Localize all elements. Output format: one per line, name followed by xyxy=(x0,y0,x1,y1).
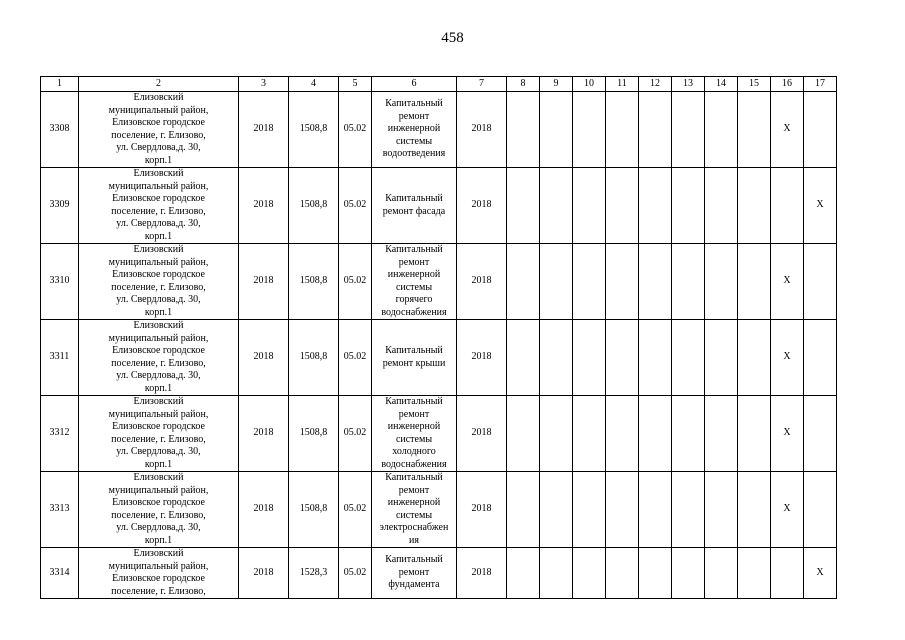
work-type-cell: Капитальный ремонт инженерной системы электроснабжен ия xyxy=(372,472,457,548)
work-type-cell: Капитальный ремонт крыши xyxy=(372,320,457,396)
planned-year-cell: 2018 xyxy=(457,548,507,599)
mark-cell-col-12 xyxy=(639,396,672,472)
mark-cell-col-12 xyxy=(639,548,672,599)
year-built-cell: 2018 xyxy=(239,168,289,244)
year-built-cell: 2018 xyxy=(239,548,289,599)
area-cell: 1508,8 xyxy=(289,472,339,548)
mark-cell-col-16: X xyxy=(771,320,804,396)
table-row xyxy=(41,320,837,396)
mark-cell-col-17 xyxy=(804,320,837,396)
mark-cell-col-16: X xyxy=(771,244,804,320)
mark-cell-col-10 xyxy=(573,320,606,396)
planned-year-cell: 2018 xyxy=(457,244,507,320)
column-header-11: 11 xyxy=(606,77,639,92)
mark-cell-col-13 xyxy=(672,168,705,244)
mark-cell-col-16 xyxy=(771,168,804,244)
mark-cell-col-14 xyxy=(705,168,738,244)
mark-cell-col-12 xyxy=(639,320,672,396)
mark-cell-col-15 xyxy=(738,244,771,320)
column-header-15: 15 xyxy=(738,77,771,92)
column-header-10: 10 xyxy=(573,77,606,92)
row-id-cell: 3313 xyxy=(41,472,79,548)
column-header-6: 6 xyxy=(372,77,457,92)
column-header-5: 5 xyxy=(339,77,372,92)
column-header-12: 12 xyxy=(639,77,672,92)
mark-cell-col-10 xyxy=(573,548,606,599)
mark-cell-col-8 xyxy=(507,244,540,320)
address-cell: Елизовский муниципальный район, Елизовское городское поселение, г. Елизово, ул. Свердлова,д. 30, корп.1 xyxy=(79,244,239,320)
mark-cell-col-11 xyxy=(606,168,639,244)
mark-cell-col-17: X xyxy=(804,548,837,599)
planned-year-cell: 2018 xyxy=(457,472,507,548)
row-id-cell: 3309 xyxy=(41,168,79,244)
table-row xyxy=(41,244,837,320)
area-cell: 1508,8 xyxy=(289,244,339,320)
mark-cell-col-9 xyxy=(540,320,573,396)
mark-cell-col-14 xyxy=(705,320,738,396)
mark-cell-col-13 xyxy=(672,548,705,599)
column-header-13: 13 xyxy=(672,77,705,92)
mark-cell-col-13 xyxy=(672,472,705,548)
planned-year-cell: 2018 xyxy=(457,320,507,396)
mark-cell-col-9 xyxy=(540,92,573,168)
mark-cell-col-10 xyxy=(573,168,606,244)
page-number: 458 xyxy=(441,30,464,46)
column-header-2: 2 xyxy=(79,77,239,92)
mark-cell-col-16: X xyxy=(771,396,804,472)
mark-cell-col-13 xyxy=(672,320,705,396)
mark-cell-col-15 xyxy=(738,168,771,244)
code-cell: 05.02 xyxy=(339,320,372,396)
year-built-cell: 2018 xyxy=(239,92,289,168)
address-cell: Елизовский муниципальный район, Елизовское городское поселение, г. Елизово, ул. Свердлова,д. 30, корп.1 xyxy=(79,92,239,168)
mark-cell-col-14 xyxy=(705,92,738,168)
mark-cell-col-17 xyxy=(804,92,837,168)
mark-cell-col-10 xyxy=(573,244,606,320)
year-built-cell: 2018 xyxy=(239,320,289,396)
mark-cell-col-13 xyxy=(672,92,705,168)
area-cell: 1508,8 xyxy=(289,92,339,168)
column-header-7: 7 xyxy=(457,77,507,92)
work-type-cell: Капитальный ремонт инженерной системы холодного водоснабжения xyxy=(372,396,457,472)
mark-cell-col-17: X xyxy=(804,168,837,244)
mark-cell-col-14 xyxy=(705,244,738,320)
year-built-cell: 2018 xyxy=(239,396,289,472)
mark-cell-col-15 xyxy=(738,472,771,548)
row-id-cell: 3310 xyxy=(41,244,79,320)
mark-cell-col-14 xyxy=(705,396,738,472)
area-cell: 1508,8 xyxy=(289,168,339,244)
column-header-8: 8 xyxy=(507,77,540,92)
mark-cell-col-16 xyxy=(771,548,804,599)
mark-cell-col-16: X xyxy=(771,92,804,168)
mark-cell-col-8 xyxy=(507,396,540,472)
mark-cell-col-17 xyxy=(804,472,837,548)
mark-cell-col-14 xyxy=(705,472,738,548)
mark-cell-col-12 xyxy=(639,472,672,548)
planned-year-cell: 2018 xyxy=(457,396,507,472)
table-row xyxy=(41,168,837,244)
year-built-cell: 2018 xyxy=(239,472,289,548)
row-id-cell: 3308 xyxy=(41,92,79,168)
mark-cell-col-8 xyxy=(507,548,540,599)
column-header-4: 4 xyxy=(289,77,339,92)
mark-cell-col-13 xyxy=(672,396,705,472)
mark-cell-col-8 xyxy=(507,92,540,168)
mark-cell-col-11 xyxy=(606,92,639,168)
code-cell: 05.02 xyxy=(339,396,372,472)
mark-cell-col-9 xyxy=(540,396,573,472)
year-built-cell: 2018 xyxy=(239,244,289,320)
work-type-cell: Капитальный ремонт инженерной системы горячего водоснабжения xyxy=(372,244,457,320)
row-id-cell: 3311 xyxy=(41,320,79,396)
column-header-17: 17 xyxy=(804,77,837,92)
mark-cell-col-11 xyxy=(606,396,639,472)
mark-cell-col-9 xyxy=(540,548,573,599)
column-number-row xyxy=(41,77,837,92)
mark-cell-col-13 xyxy=(672,244,705,320)
code-cell: 05.02 xyxy=(339,244,372,320)
mark-cell-col-15 xyxy=(738,92,771,168)
row-id-cell: 3312 xyxy=(41,396,79,472)
mark-cell-col-10 xyxy=(573,472,606,548)
work-type-cell: Капитальный ремонт фасада xyxy=(372,168,457,244)
table-row xyxy=(41,92,837,168)
mark-cell-col-8 xyxy=(507,168,540,244)
address-cell: Елизовский муниципальный район, Елизовское городское поселение, г. Елизово, xyxy=(79,548,239,599)
mark-cell-col-10 xyxy=(573,92,606,168)
mark-cell-col-11 xyxy=(606,472,639,548)
mark-cell-col-9 xyxy=(540,168,573,244)
planned-year-cell: 2018 xyxy=(457,168,507,244)
code-cell: 05.02 xyxy=(339,472,372,548)
column-header-1: 1 xyxy=(41,77,79,92)
address-cell: Елизовский муниципальный район, Елизовское городское поселение, г. Елизово, ул. Свердлова,д. 30, корп.1 xyxy=(79,472,239,548)
address-cell: Елизовский муниципальный район, Елизовское городское поселение, г. Елизово, ул. Свердлова,д. 30, корп.1 xyxy=(79,396,239,472)
table-body xyxy=(41,92,837,599)
column-header-16: 16 xyxy=(771,77,804,92)
mark-cell-col-9 xyxy=(540,472,573,548)
mark-cell-col-15 xyxy=(738,548,771,599)
work-type-cell: Капитальный ремонт фундамента xyxy=(372,548,457,599)
area-cell: 1508,8 xyxy=(289,320,339,396)
row-id-cell: 3314 xyxy=(41,548,79,599)
address-cell: Елизовский муниципальный район, Елизовское городское поселение, г. Елизово, ул. Свердлова,д. 30, корп.1 xyxy=(79,168,239,244)
mark-cell-col-10 xyxy=(573,396,606,472)
mark-cell-col-15 xyxy=(738,396,771,472)
mark-cell-col-8 xyxy=(507,472,540,548)
mark-cell-col-16: X xyxy=(771,472,804,548)
code-cell: 05.02 xyxy=(339,168,372,244)
mark-cell-col-9 xyxy=(540,244,573,320)
code-cell: 05.02 xyxy=(339,548,372,599)
table-row xyxy=(41,396,837,472)
mark-cell-col-12 xyxy=(639,244,672,320)
mark-cell-col-14 xyxy=(705,548,738,599)
table-row xyxy=(41,472,837,548)
planned-year-cell: 2018 xyxy=(457,92,507,168)
area-cell: 1528,3 xyxy=(289,548,339,599)
mark-cell-col-11 xyxy=(606,320,639,396)
work-type-cell: Капитальный ремонт инженерной системы водоотведения xyxy=(372,92,457,168)
mark-cell-col-8 xyxy=(507,320,540,396)
capital-repair-table xyxy=(40,76,837,599)
column-header-9: 9 xyxy=(540,77,573,92)
address-cell: Елизовский муниципальный район, Елизовское городское поселение, г. Елизово, ул. Свердлова,д. 30, корп.1 xyxy=(79,320,239,396)
mark-cell-col-15 xyxy=(738,320,771,396)
mark-cell-col-17 xyxy=(804,396,837,472)
code-cell: 05.02 xyxy=(339,92,372,168)
table-row xyxy=(41,548,837,599)
mark-cell-col-11 xyxy=(606,548,639,599)
mark-cell-col-12 xyxy=(639,168,672,244)
area-cell: 1508,8 xyxy=(289,396,339,472)
mark-cell-col-12 xyxy=(639,92,672,168)
mark-cell-col-17 xyxy=(804,244,837,320)
column-header-3: 3 xyxy=(239,77,289,92)
mark-cell-col-11 xyxy=(606,244,639,320)
column-header-14: 14 xyxy=(705,77,738,92)
